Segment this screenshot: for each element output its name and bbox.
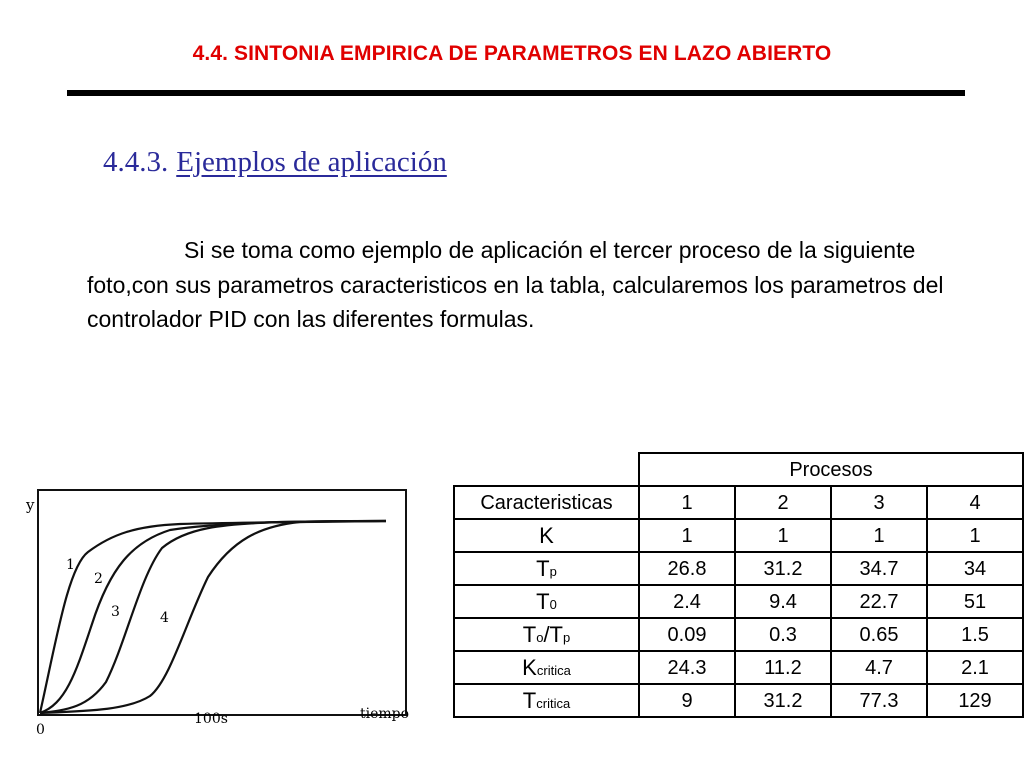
curve-1 bbox=[40, 521, 386, 713]
table-row-k bbox=[454, 519, 1023, 552]
header-title: 4.4. SINTONIA EMPIRICA DE PARAMETROS EN LAZO ABIERTO bbox=[192, 42, 832, 65]
table-cell: 24.3 bbox=[639, 651, 735, 684]
origin-label: 0 bbox=[36, 722, 45, 738]
section-title bbox=[103, 146, 447, 179]
process-parameters-table bbox=[453, 452, 1024, 718]
row-label: Tp bbox=[454, 552, 639, 585]
row-label: Tcritica bbox=[454, 684, 639, 717]
process-column-2: 2 bbox=[735, 486, 831, 519]
table-cell: 22.7 bbox=[831, 585, 927, 618]
caracteristicas-header: Caracteristicas bbox=[454, 486, 639, 519]
row-label: T0 bbox=[454, 585, 639, 618]
curve-label-1: 1 bbox=[66, 557, 75, 573]
table-cell: 1 bbox=[735, 519, 831, 552]
table-cell: 34.7 bbox=[831, 552, 927, 585]
table-cell: 26.8 bbox=[639, 552, 735, 585]
table-cell: 1 bbox=[927, 519, 1023, 552]
curve-group bbox=[40, 521, 386, 713]
table-cell: 0.3 bbox=[735, 618, 831, 651]
table-row-t0 bbox=[454, 585, 1023, 618]
table-cell: 77.3 bbox=[831, 684, 927, 717]
procesos-header: Procesos bbox=[639, 453, 1023, 486]
x-axis-label: tiempo bbox=[360, 706, 410, 722]
table-cell: 4.7 bbox=[831, 651, 927, 684]
table-cell: 1.5 bbox=[927, 618, 1023, 651]
curve-label-2: 2 bbox=[94, 571, 103, 587]
table-cell: 34 bbox=[927, 552, 1023, 585]
table-cell: 1 bbox=[831, 519, 927, 552]
table-cell: 129 bbox=[927, 684, 1023, 717]
section-number: 4.4.3. bbox=[103, 146, 169, 178]
table-cell: 31.2 bbox=[735, 684, 831, 717]
table-cell: 2.1 bbox=[927, 651, 1023, 684]
table-cell: 31.2 bbox=[735, 552, 831, 585]
table-corner-cell bbox=[454, 453, 639, 486]
table-row-to-tp bbox=[454, 618, 1023, 651]
table-cell: 11.2 bbox=[735, 651, 831, 684]
step-response-figure bbox=[10, 482, 430, 768]
table-cell: 2.4 bbox=[639, 585, 735, 618]
header-divider bbox=[67, 90, 965, 96]
table-cell: 9.4 bbox=[735, 585, 831, 618]
process-column-4: 4 bbox=[927, 486, 1023, 519]
x-tick-label: 100s bbox=[194, 711, 228, 727]
row-label: To/Tp bbox=[454, 618, 639, 651]
body-paragraph: Si se toma como ejemplo de aplicación el tercer proceso de la siguiente foto,con sus parametros caracteristicos en la tabla, calcularemos los parametros del controlador PID con las diferentes formulas. bbox=[87, 237, 944, 332]
curve-label-4: 4 bbox=[160, 610, 169, 626]
table-column-header-row bbox=[454, 486, 1023, 519]
table-cell: 51 bbox=[927, 585, 1023, 618]
curve-label-3: 3 bbox=[111, 604, 120, 620]
process-column-3: 3 bbox=[831, 486, 927, 519]
table-cell: 0.65 bbox=[831, 618, 927, 651]
row-label: K bbox=[454, 519, 639, 552]
table-row-tcritica bbox=[454, 684, 1023, 717]
row-label: Kcritica bbox=[454, 651, 639, 684]
table-cell: 1 bbox=[639, 519, 735, 552]
table-cell: 9 bbox=[639, 684, 735, 717]
process-column-1: 1 bbox=[639, 486, 735, 519]
table-row-kcritica bbox=[454, 651, 1023, 684]
section-link-title[interactable]: Ejemplos de aplicación bbox=[176, 146, 447, 178]
table-group-header-row bbox=[454, 453, 1023, 486]
table-row-tp bbox=[454, 552, 1023, 585]
table-cell: 0.09 bbox=[639, 618, 735, 651]
y-axis-label: y bbox=[26, 496, 35, 514]
